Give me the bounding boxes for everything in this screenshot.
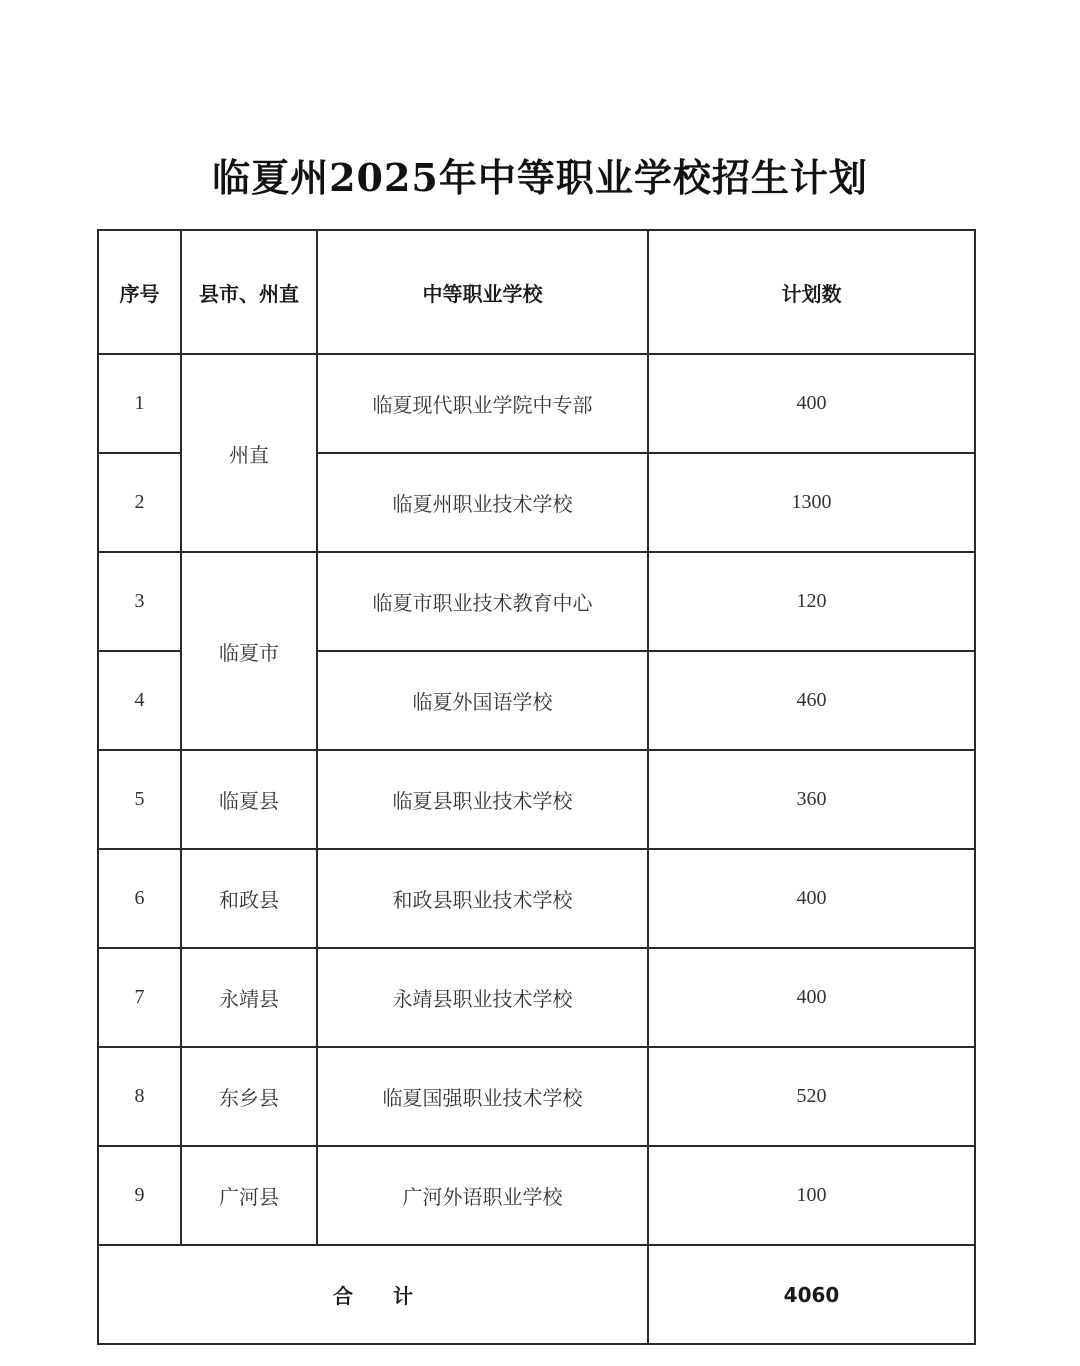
row-region: 广河县 xyxy=(181,1146,317,1245)
table-row xyxy=(98,750,975,849)
row-index: 9 xyxy=(98,1146,181,1245)
row-index: 1 xyxy=(98,354,181,453)
table-row xyxy=(98,354,975,453)
total-value: 4060 xyxy=(648,1245,975,1344)
header-school: 中等职业学校 xyxy=(317,230,648,354)
header-region: 县市、州直 xyxy=(181,230,317,354)
header-index: 序号 xyxy=(98,230,181,354)
row-plan: 120 xyxy=(648,552,975,651)
header-plan: 计划数 xyxy=(648,230,975,354)
row-school: 广河外语职业学校 xyxy=(317,1146,648,1245)
enrollment-plan-table xyxy=(97,229,976,1345)
row-school: 临夏市职业技术教育中心 xyxy=(317,552,648,651)
row-plan: 460 xyxy=(648,651,975,750)
row-plan: 400 xyxy=(648,948,975,1047)
row-plan: 400 xyxy=(648,849,975,948)
row-region: 和政县 xyxy=(181,849,317,948)
row-school: 临夏县职业技术学校 xyxy=(317,750,648,849)
row-plan: 1300 xyxy=(648,453,975,552)
row-plan: 100 xyxy=(648,1146,975,1245)
row-school: 临夏州职业技术学校 xyxy=(317,453,648,552)
table-row xyxy=(98,552,975,651)
row-school: 和政县职业技术学校 xyxy=(317,849,648,948)
total-label-cell xyxy=(98,1245,648,1344)
page-title: 临夏州2025年中等职业学校招生计划 xyxy=(212,155,868,200)
row-index: 7 xyxy=(98,948,181,1047)
row-school: 临夏国强职业技术学校 xyxy=(317,1047,648,1146)
row-plan: 520 xyxy=(648,1047,975,1146)
row-school: 临夏外国语学校 xyxy=(317,651,648,750)
table-header-row xyxy=(98,230,975,354)
row-plan: 360 xyxy=(648,750,975,849)
row-index: 5 xyxy=(98,750,181,849)
row-index: 8 xyxy=(98,1047,181,1146)
row-region: 东乡县 xyxy=(181,1047,317,1146)
table-row xyxy=(98,948,975,1047)
row-index: 2 xyxy=(98,453,181,552)
table-row xyxy=(98,849,975,948)
row-school: 临夏现代职业学院中专部 xyxy=(317,354,648,453)
table-row xyxy=(98,1047,975,1146)
row-region: 永靖县 xyxy=(181,948,317,1047)
row-region: 临夏市 xyxy=(181,552,317,750)
row-index: 4 xyxy=(98,651,181,750)
row-index: 6 xyxy=(98,849,181,948)
row-region: 州直 xyxy=(181,354,317,552)
total-label: 合计 xyxy=(333,1284,453,1308)
row-school: 永靖县职业技术学校 xyxy=(317,948,648,1047)
row-region: 临夏县 xyxy=(181,750,317,849)
total-row xyxy=(98,1245,975,1344)
row-plan: 400 xyxy=(648,354,975,453)
table-row xyxy=(98,1146,975,1245)
row-index: 3 xyxy=(98,552,181,651)
